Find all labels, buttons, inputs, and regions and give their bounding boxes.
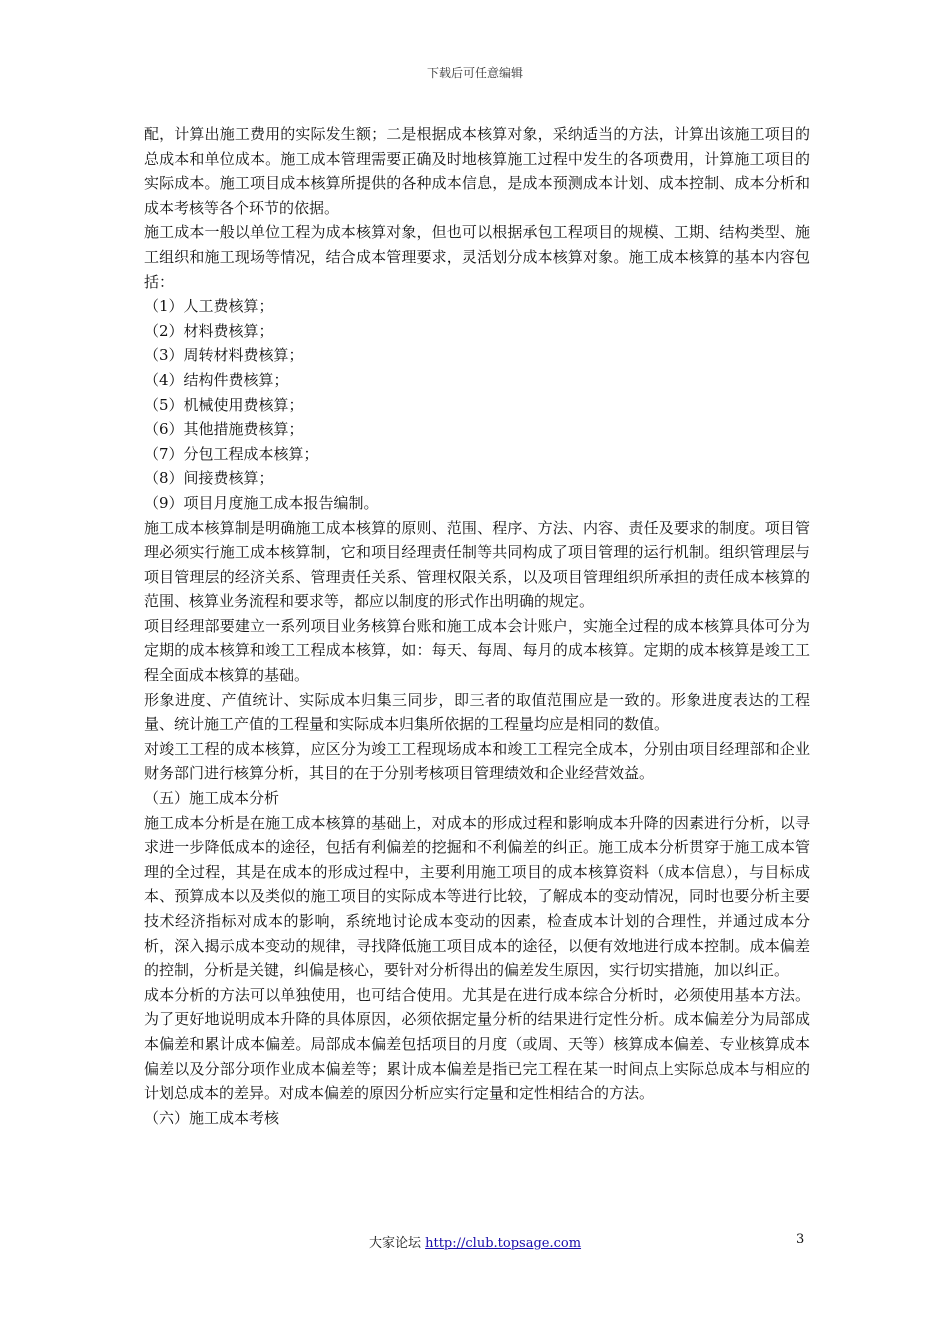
page-footer bbox=[0, 1232, 950, 1251]
paragraph-completed-project: 对竣工工程的成本核算，应区分为竣工工程现场成本和竣工工程完全成本，分别由项目经理部和企业财务部门进行核算分析，其目的在于分别考核项目管理绩效和企业经营效益。 bbox=[144, 739, 810, 783]
list-item: （7）分包工程成本核算； bbox=[144, 444, 319, 463]
list-item: （8）间接费核算； bbox=[144, 469, 274, 488]
list-item: （4）结构件费核算； bbox=[144, 370, 289, 389]
footer-label: 大家论坛 bbox=[368, 1236, 421, 1251]
paragraph-cost-analysis: 施工成本分析是在施工成本核算的基础上，对成本的形成过程和影响成本升降的因素进行分析，以寻求进一步降低成本的途径，包括有利偏差的挖掘和不利偏差的纠正。施工成本分析贯穿于施工成本管理的全过程，其是在成本的形成过程中，主要利用施工项目的成本核算资料（成本信息），与目标成本、预算成本以及类似的施工项目的实际成本等进行比较，了解成本的变动情况，同时也要分析主要技术经济指标对成本的影响，系统地讨论成本变动的因素，检查成本计划的合理性，并通过成本分析，深入揭示成本变动的规律，寻找降低施工项目成本的途径，以便有效地进行成本控制。成本偏差的控制，分析是关键，纠偏是核心，要针对分析得出的偏差发生原因，实行切实措施，加以纠正。 bbox=[144, 813, 810, 980]
page-header: 下载后可任意编辑 bbox=[426, 66, 523, 80]
paragraph-cost-accounting-intro: 配，计算出施工费用的实际发生额；二是根据成本核算对象，采纳适当的方法，计算出该施工项目的总成本和单位成本。施工成本管理需要正确及时地核算施工过程中发生的各项费用，计算施工项目的实际成本。施工项目成本核算所提供的各种成本信息，是成本预测成本计划、成本控制、成本分析和成本考核等各个环节的依据。 bbox=[144, 125, 810, 217]
list-item: （1）人工费核算； bbox=[144, 297, 274, 316]
page-number: 3 bbox=[796, 1232, 805, 1247]
paragraph-accounts-ledger: 项目经理部要建立一系列项目业务核算台账和施工成本会计账户，实施全过程的成本核算具体可分为定期的成本核算和竣工工程成本核算，如：每天、每周、每月的成本核算。定期的成本核算是竣工工程全面成本核算的基础。 bbox=[144, 616, 810, 685]
paragraph-accounting-system: 施工成本核算制是明确施工成本核算的原则、范围、程序、方法、内容、责任及要求的制度。项目管理必须实行施工成本核算制，它和项目经理责任制等共同构成了项目管理的运行机制。组织管理层与项目管理层的经济关系、管理责任关系、管理权限关系，以及项目管理组织所承担的责任成本核算的范围、核算业务流程和要求等，都应以制度的形式作出明确的规定。 bbox=[144, 518, 810, 611]
section-heading-cost-analysis: （五）施工成本分析 bbox=[144, 789, 280, 808]
paragraph-three-sync: 形象进度、产值统计、实际成本归集三同步，即三者的取值范围应是一致的。形象进度表达的工程量、统计施工产值的工程量和实际成本归集所依据的工程量均应是相同的数值。 bbox=[144, 690, 810, 734]
paragraph-cost-accounting-object: 施工成本一般以单位工程为成本核算对象，但也可以根据承包工程项目的规模、工期、结构类型、施工组织和施工现场等情况，结合成本管理要求，灵活划分成本核算对象。施工成本核算的基本内容包括： bbox=[144, 223, 810, 291]
list-item: （5）机械使用费核算； bbox=[144, 395, 304, 414]
list-item: （9）项目月度施工成本报告编制。 bbox=[144, 493, 379, 512]
list-item: （2）材料费核算； bbox=[144, 321, 274, 340]
footer-link[interactable]: http://club.topsage.com bbox=[425, 1236, 582, 1251]
document-body bbox=[144, 122, 810, 1130]
list-item: （3）周转材料费核算； bbox=[144, 346, 304, 365]
section-heading-cost-assessment: （六）施工成本考核 bbox=[144, 1108, 280, 1127]
paragraph-analysis-methods: 成本分析的方法可以单独使用，也可结合使用。尤其是在进行成本综合分析时，必须使用基本方法。为了更好地说明成本升降的具体原因，必须依据定量分析的结果进行定性分析。成本偏差分为局部成本偏差和累计成本偏差。局部成本偏差包括项目的月度（或周、天等）核算成本偏差、专业核算成本偏差以及分部分项作业成本偏差等；累计成本偏差是指已完工程在某一时间点上实际总成本与相应的计划总成本的差异。对成本偏差的原因分析应实行定量和定性相结合的方法。 bbox=[144, 985, 810, 1103]
list-item: （6）其他措施费核算； bbox=[144, 420, 304, 439]
cost-accounting-list bbox=[144, 294, 810, 515]
